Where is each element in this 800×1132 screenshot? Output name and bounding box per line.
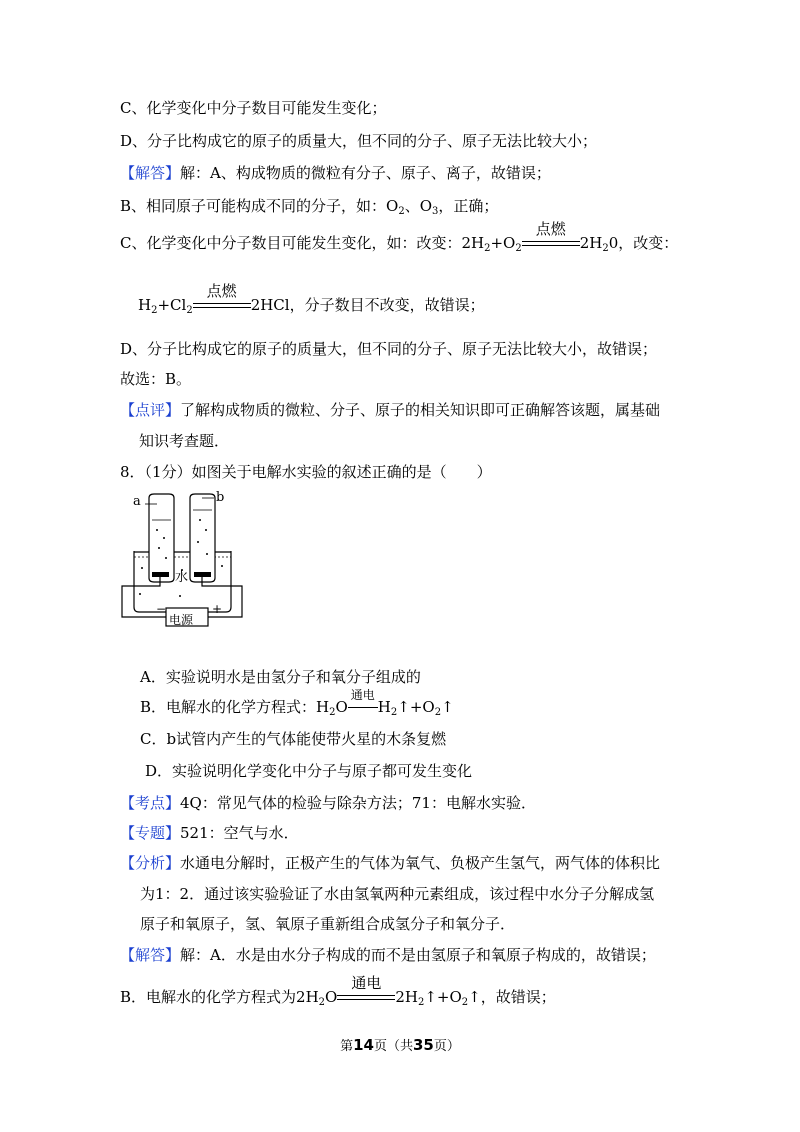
reaction-condition: 通电	[350, 688, 375, 702]
subscript: 2	[329, 707, 336, 718]
power-source-label: 电源	[169, 613, 194, 627]
equals-bars	[193, 303, 251, 308]
positive-terminal-label: +	[212, 602, 223, 616]
analysis-line-3: 原子和氧原子，氢、氧原子重新组合成氢分子和氧分子．	[140, 915, 516, 933]
text: B、相同原子可能构成不同的分子，如：O	[120, 197, 399, 215]
subscript: 3	[432, 206, 439, 217]
subscript: 2	[461, 997, 469, 1008]
line-d-statement: D、分子比构成它的原子的质量大，但不同的分子、原子无法比较大小；	[120, 132, 598, 150]
total-pages: 35	[413, 1036, 434, 1054]
subscript: 2	[390, 707, 398, 718]
topic-line	[120, 822, 299, 844]
option-b	[140, 688, 454, 718]
answer-tag: 【解答】	[120, 164, 181, 182]
solution-line-b	[120, 974, 556, 1008]
option-c: C．b试管内产生的气体能使带火星的木条复燃	[140, 730, 447, 748]
text: ↑+O	[397, 698, 435, 716]
comment-tag: 【点评】	[120, 401, 181, 419]
arrow-shaft	[348, 707, 378, 708]
text: 2H	[579, 234, 603, 252]
answer-line-c2	[138, 282, 485, 316]
footer-text: 页）	[433, 1039, 460, 1054]
page-number: 14	[353, 1036, 374, 1054]
negative-terminal-label: −	[156, 602, 167, 616]
text: O	[325, 988, 338, 1006]
subscript: 2	[186, 305, 193, 316]
reaction-equals-sign	[522, 220, 580, 254]
knowledge-point-text: 4Q：常见气体的检验与除杂方法；71：电解水实验．	[180, 794, 536, 812]
text: ↑+O	[424, 988, 462, 1006]
comment-line	[120, 399, 660, 421]
text: H	[138, 296, 152, 314]
answer-line-d: D、分子比构成它的原子的质量大，但不同的分子、原子无法比较大小，故错误；	[120, 340, 658, 358]
subscript: 2	[318, 997, 326, 1008]
knowledge-point-tag: 【考点】	[120, 794, 181, 812]
text: O	[335, 698, 348, 716]
solution-line-a	[120, 944, 656, 966]
text: ↑，故错误；	[468, 988, 556, 1006]
electrolysis-diagram	[112, 486, 252, 636]
text: B．电解水的化学方程式：H	[140, 698, 330, 716]
subscript: 2	[484, 243, 491, 254]
subscript: 2	[151, 305, 158, 316]
text: H	[377, 698, 391, 716]
topic-text: 521：空气与水．	[180, 824, 299, 842]
option-a: A．实验说明水是由氢分子和氧分子组成的	[140, 668, 421, 686]
answer-line-a	[120, 162, 551, 184]
equals-bars	[337, 995, 395, 1000]
choice-line: 故选：B。	[120, 370, 192, 388]
tube-b-label: b	[216, 490, 225, 505]
subscript: 2	[515, 243, 522, 254]
solution-tag: 【解答】	[120, 946, 181, 964]
analysis-line-2: 为1：2．通过该实验验证了水由氢氧两种元素组成，该过程中水分子分解成氢	[140, 885, 655, 903]
reaction-equals-sign	[193, 282, 251, 316]
text: 2H	[395, 988, 418, 1006]
knowledge-point-line	[120, 792, 536, 814]
reaction-condition: 点燃	[206, 282, 237, 300]
analysis-text: 水通电分解时，正极产生的气体为氧气、负极产生氢气，两气体的体积比	[180, 854, 661, 872]
answer-line-c	[120, 220, 679, 254]
reaction-arrow	[348, 688, 378, 718]
text: +Cl	[157, 296, 187, 314]
analysis-tag: 【分析】	[120, 854, 181, 872]
line-c-statement: C、化学变化中分子数目可能发生变化；	[120, 99, 387, 117]
text: C、化学变化中分子数目可能发生变化，如：改变：2H	[120, 234, 485, 252]
reaction-condition: 点燃	[535, 220, 566, 238]
text: ，正确；	[438, 197, 499, 215]
text: 2HCl，分子数目不改变，故错误；	[250, 296, 485, 314]
subscript: 2	[434, 707, 442, 718]
analysis-line-1	[120, 852, 660, 874]
text: 、O	[404, 197, 433, 215]
answer-line-b	[120, 195, 498, 217]
text: B．电解水的化学方程式为2H	[120, 988, 319, 1006]
comment-text: 了解构成物质的微粒、分子、原子的相关知识即可正确解答该题，属基础	[180, 401, 661, 419]
comment-line-2: 知识考查题．	[139, 432, 230, 450]
subscript: 2	[398, 206, 405, 217]
footer-text: 第	[340, 1039, 354, 1054]
text: +O	[490, 234, 516, 252]
subscript: 2	[417, 997, 425, 1008]
option-d: D．实验说明化学变化中分子与原子都可发生变化	[145, 762, 473, 780]
topic-tag: 【专题】	[120, 824, 181, 842]
text: ↑	[441, 698, 454, 716]
text: 0，改变：	[608, 234, 679, 252]
page-footer	[0, 1035, 800, 1054]
tube-a-label: a	[133, 494, 141, 509]
answer-text: 解：A、构成物质的微粒有分子、原子、离子，故错误；	[180, 164, 551, 182]
reaction-condition: 通电	[351, 974, 382, 992]
footer-text: 页（共	[373, 1039, 413, 1054]
reaction-equals-sign	[337, 974, 395, 1008]
question-8: 8．（1分）如图关于电解水实验的叙述正确的是（ ）	[120, 463, 492, 481]
equals-bars	[522, 241, 580, 246]
subscript: 2	[602, 243, 609, 254]
solution-text: 解：A．水是由水分子构成的而不是由氢原子和氧原子构成的，故错误；	[180, 946, 656, 964]
water-label: 水	[175, 570, 189, 585]
